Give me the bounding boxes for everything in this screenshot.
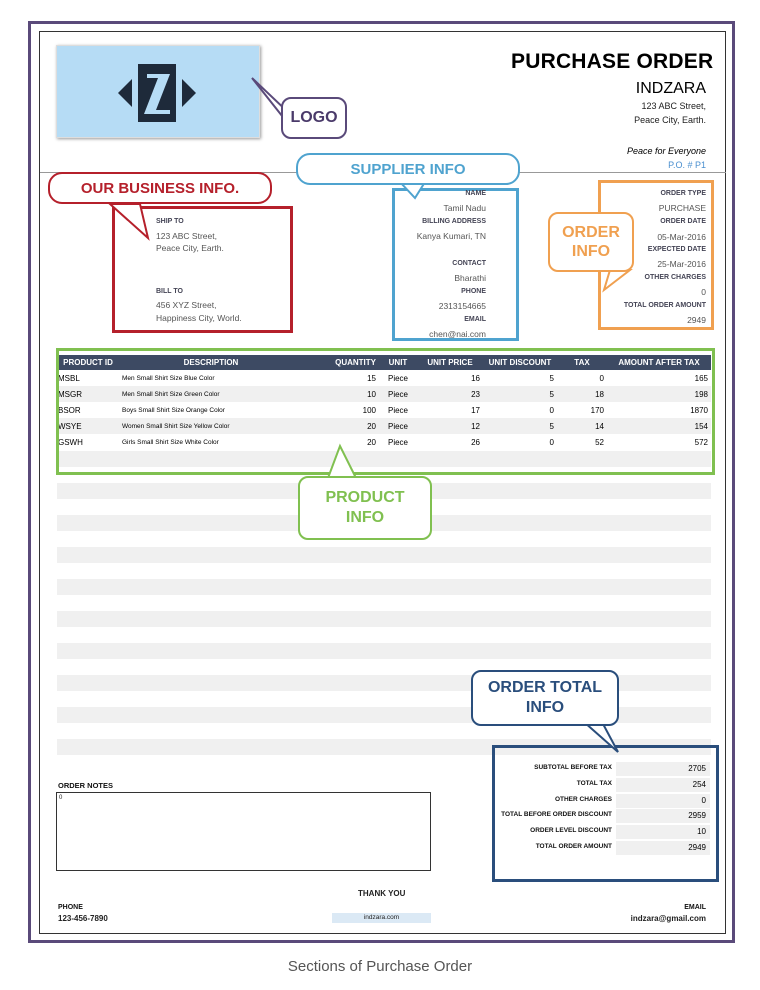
logo-callout-text: LOGO [290,109,338,126]
cell-product-id: GSWH [58,437,83,447]
totals-label: TOTAL TAX [576,779,612,787]
supplier-name: Tamil Nadu [443,203,486,213]
company-address-line1: 123 ABC Street, [641,101,706,111]
cell-quantity: 100 [362,405,376,415]
col-quantity: QUANTITY [303,355,379,370]
cell-quantity: 15 [367,373,376,383]
product-callout [298,476,432,540]
po-number: P.O. # P1 [668,160,706,170]
supplier-email-label: EMAIL [464,316,486,323]
product-callout-line1: PRODUCT [325,489,405,506]
cell-unit-discount: 5 [549,389,554,399]
product-callout-line2: INFO [345,509,385,526]
cell-description: Girls Small Shirt Size White Color [122,438,219,446]
cell-unit: Piece [387,389,408,399]
total-order-amount-label: TOTAL ORDER AMOUNT [623,302,706,309]
footer-email-label: EMAIL [684,904,706,911]
totals-value: 2705 [688,764,706,773]
total-callout-pointer [584,722,618,752]
order-date: 05-Mar-2016 [657,232,706,242]
bill-to-line2: Happiness City, World. [156,313,242,323]
total-callout-line1: ORDER TOTAL [487,679,603,696]
totals-label: OTHER CHARGES [554,795,612,803]
cell-unit-price: 17 [471,405,480,415]
supplier-contact: Bharathi [454,273,486,283]
other-charges: 0 [701,287,706,297]
col-tax: TAX [557,355,607,370]
cell-unit-discount: 5 [549,421,554,431]
cell-unit-discount: 0 [549,405,554,415]
ship-to-line2: Peace City, Earth. [156,243,224,253]
cell-product-id: WSYE [58,421,82,431]
figure-caption: Sections of Purchase Order [287,958,473,975]
col-unit: UNIT [379,355,417,370]
cell-description: Men Small Shirt Size Green Color [122,390,220,398]
supplier-phone: 2313154665 [438,301,486,311]
footer-email: indzara@gmail.com [630,914,706,923]
col-unit-price: UNIT PRICE [417,355,483,370]
cell-description: Men Small Shirt Size Blue Color [122,374,215,382]
totals-label: TOTAL ORDER AMOUNT [535,843,612,850]
order-callout-line1: ORDER [562,224,620,241]
supplier-phone-label: PHONE [461,288,486,295]
cell-product-id: MSBL [58,373,80,383]
cell-tax: 0 [599,373,604,383]
footer-phone: 123-456-7890 [58,914,108,923]
totals-value: 0 [701,795,706,805]
cell-unit-price: 12 [471,421,480,431]
totals-label: TOTAL BEFORE ORDER DISCOUNT [501,811,612,819]
other-charges-label: OTHER CHARGES [644,274,706,281]
cell-unit-discount: 0 [549,437,554,447]
order-notes-label: ORDER NOTES [58,781,114,790]
order-type-label: ORDER TYPE [660,190,706,197]
supplier-callout [296,153,520,185]
totals-label: ORDER LEVEL DISCOUNT [530,827,612,835]
order-callout-line2: INFO [571,243,611,260]
tagline: Peace for Everyone [626,146,706,156]
supplier-billing-label: BILLING ADDRESS [422,218,486,225]
company-address-line2: Peace City, Earth. [634,115,706,125]
cell-unit: Piece [387,421,408,431]
product-callout-pointer [328,446,356,478]
supplier-email: chen@nai.com [429,329,486,339]
cell-product-id: BSOR [58,405,81,415]
company-name: INDZARA [635,80,706,97]
supplier-name-label: NAME [465,190,486,197]
cell-amount-after-tax: 154 [694,421,708,431]
cell-quantity: 20 [367,421,376,431]
supplier-contact-label: CONTACT [452,260,486,267]
cell-amount-after-tax: 198 [694,389,708,399]
cell-quantity: 20 [367,437,376,447]
cell-unit: Piece [387,437,408,447]
cell-unit: Piece [387,373,408,383]
cell-quantity: 10 [367,389,376,399]
total-callout-line2: INFO [525,699,565,716]
totals-value: 254 [692,779,706,789]
cell-description: Women Small Shirt Size Yellow Color [122,422,230,430]
totals-value: 2949 [688,843,706,852]
ship-to-line1: 123 ABC Street, [156,231,217,241]
order-callout-pointer [604,270,630,290]
cell-amount-after-tax: 572 [694,437,708,447]
cell-amount-after-tax: 1870 [690,405,708,415]
supplier-callout-text: SUPPLIER INFO [350,160,466,178]
cell-product-id: MSGR [58,389,82,399]
business-callout-pointer [110,204,148,238]
cell-unit-price: 23 [471,389,480,399]
ship-to-label: SHIP TO [156,218,184,225]
expected-date: 25-Mar-2016 [657,259,706,269]
po-title: PURCHASE ORDER [511,50,714,73]
business-callout [48,172,272,204]
thank-you: THANK YOU [358,889,406,898]
supplier-billing: Kanya Kumari, TN [416,231,486,241]
total-callout [471,670,619,726]
cell-description: Boys Small Shirt Size Orange Color [122,406,225,414]
order-callout [548,212,634,272]
order-date-label: ORDER DATE [660,218,706,225]
cell-tax: 18 [595,389,604,399]
cell-unit-discount: 5 [549,373,554,383]
totals-value: 2959 [688,811,706,821]
order-notes-value: 0 [59,795,63,801]
bill-to-line1: 456 XYZ Street, [156,300,217,310]
totals-label: SUBTOTAL BEFORE TAX [534,764,612,771]
cell-amount-after-tax: 165 [694,373,708,383]
cell-unit-price: 16 [471,373,480,383]
order-type: PURCHASE [658,203,706,213]
col-product-id: PRODUCT ID [57,355,119,370]
logo-callout [281,97,347,139]
bill-to-label: BILL TO [156,288,183,295]
col-amount-after-tax: AMOUNT AFTER TAX [607,355,711,370]
totals-value: 10 [697,827,706,837]
col-unit-discount: UNIT DISCOUNT [483,355,557,370]
business-callout-text: OUR BUSINESS INFO. [80,179,240,197]
cell-tax: 170 [590,405,604,415]
col-description: DESCRIPTION [119,355,303,370]
footer-phone-label: PHONE [58,904,83,911]
cell-tax: 52 [595,437,604,447]
cell-tax: 14 [595,421,604,431]
expected-date-label: EXPECTED DATE [647,246,706,253]
cell-unit: Piece [387,405,408,415]
total-order-amount: 2949 [687,315,706,325]
website-link[interactable]: indzara.com [332,913,431,923]
cell-unit-price: 26 [471,437,480,447]
